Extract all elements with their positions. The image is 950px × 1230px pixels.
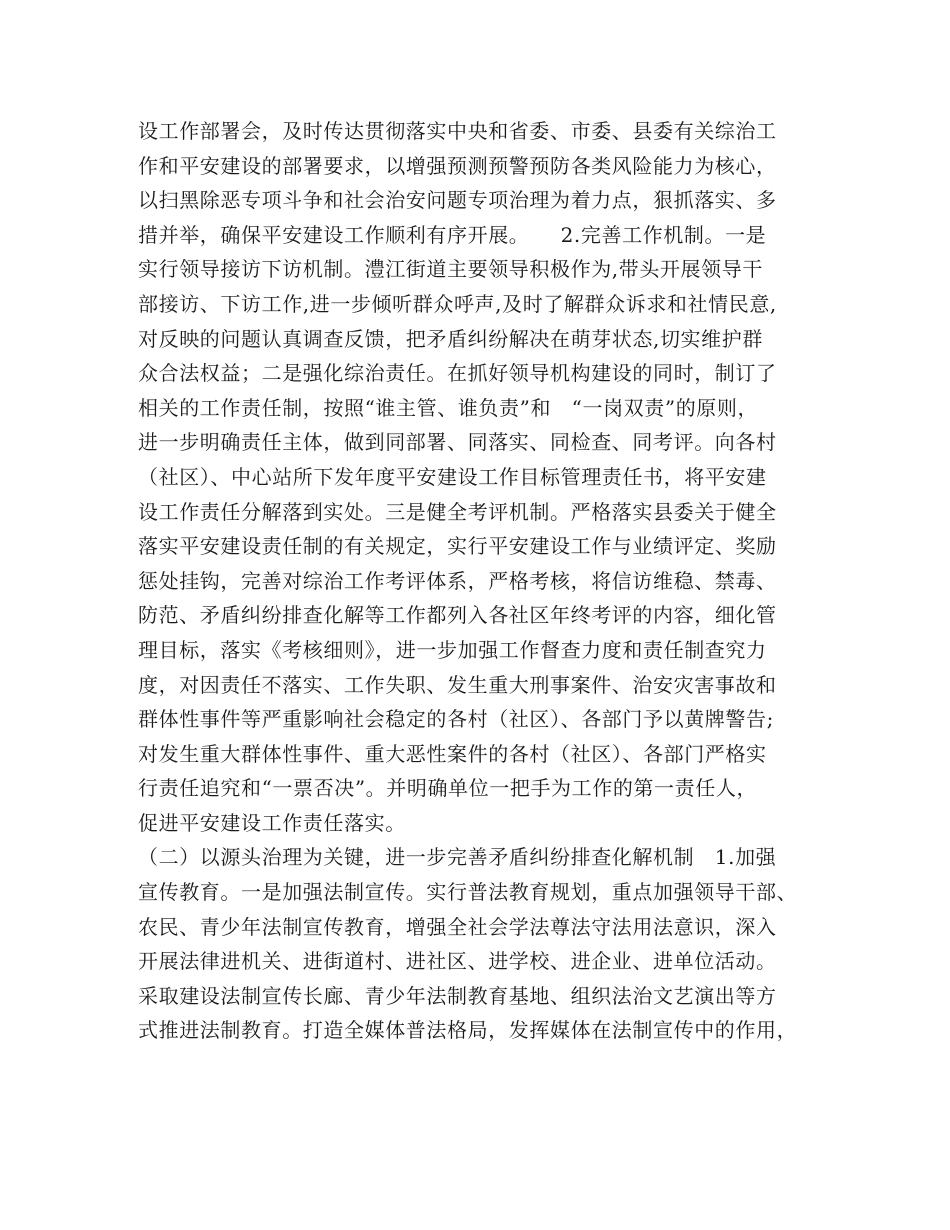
text-line-20: 行责任追究和“一票否决”。并明确单位一把手为工作的第一责任人， [138,776,758,801]
text-line-24: 农民、青少年法制宣传教育，增强全社会学法尊法守法用法意识，深入 [138,914,777,939]
text-line-19: 对发生重大群体性事件、重大恶性案件的各村（社区）、各部门严格实 [138,741,767,766]
text-line-21: 促进平安建设工作责任落实。 [138,810,406,835]
text-line-10: 进一步明确责任主体，做到同部署、同落实、同检查、同考评。向各村 [138,430,777,455]
text-line-15: 防范、矛盾纠纷排查化解等工作都列入各社区年终考评的内容，细化管 [138,603,777,628]
text-line-16: 理目标，落实《考核细则》，进一步加强工作督查力度和责任制查究力 [138,637,767,662]
text-line-23: 宣传教育。一是加强法制宣传。实行普法教育规划，重点加强领导干部、 [138,880,798,905]
text-line-25: 开展法律进机关、进街道村、进社区、进学校、进企业、进单位活动。 [138,949,777,974]
text-line-3: 以扫黑除恶专项斗争和社会治安问题专项治理为着力点，狠抓落实、多 [138,188,777,213]
text-line-17: 度，对因责任不落实、工作失职、发生重大刑事案件、治安灾害事故和 [138,672,777,697]
text-line-27: 式推进法制教育。打造全媒体普法格局，发挥媒体在法制宣传中的作用， [138,1018,798,1043]
text-line-8: 众合法权益；二是强化综治责任。在抓好领导机构建设的同时，制订了 [138,361,777,386]
text-line-6: 部接访、下访工作,进一步倾听群众呼声,及时了解群众诉求和社情民意, [138,291,777,316]
text-line-9: 相关的工作责任制，按照“谁主管、谁负责”和 “一岗双责”的原则， [138,395,759,420]
section-heading-line: （二）以源头治理为关键，进一步完善矛盾纠纷排查化解机制 1.加强 [138,845,777,870]
text-line-12: 设工作责任分解落到实处。三是健全考评机制。严格落实县委关于健全 [138,499,777,524]
text-line-4: 措并举，确保平安建设工作顺利有序开展。 2.完善工作机制。一是 [138,222,767,247]
text-line-13: 落实平安建设责任制的有关规定，实行平安建设工作与业绩评定、奖励 [138,534,777,559]
body-text [138,114,838,1048]
text-line-11: （社区）、中心站所下发年度平安建设工作目标管理责任书，将平安建 [138,464,767,489]
text-line-5: 实行领导接访下访机制。澧江街道主要领导积极作为,带头开展领导干 [138,257,763,282]
text-line-26: 采取建设法制宣传长廊、青少年法制教育基地、组织法治文艺演出等方 [138,983,777,1008]
text-line-2: 作和平安建设的部署要求，以增强预测预警预防各类风险能力为核心， [138,153,777,178]
text-line-7: 对反映的问题认真调查反馈，把矛盾纠纷解决在萌芽状态,切实维护群 [138,326,763,351]
text-line-18: 群体性事件等严重影响社会稳定的各村（社区）、各部门予以黄牌警告; [138,707,774,732]
text-line-14: 惩处挂钩，完善对综治工作考评体系，严格考核，将信访维稳、禁毒、 [138,568,777,593]
text-line-1: 设工作部署会，及时传达贯彻落实中央和省委、市委、县委有关综治工 [138,119,777,143]
